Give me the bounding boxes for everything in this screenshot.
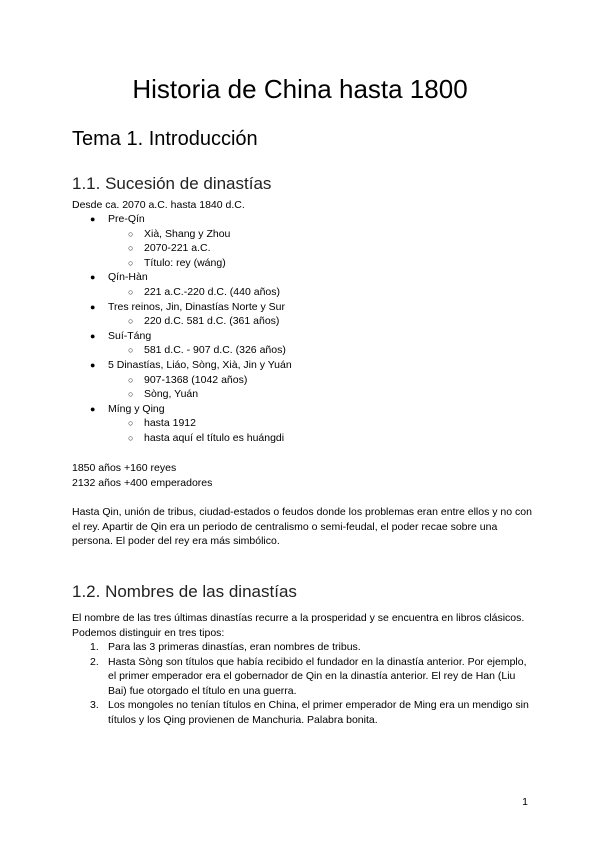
section-1-heading: 1.1. Sucesión de dinastías [72,174,272,193]
bullet-icon: ● [90,272,96,283]
bullet-icon: ● [90,403,96,414]
hollow-bullet-icon: ○ [128,432,134,443]
list-item: ○ Xià, Shang y Zhou [128,227,231,240]
list-item: ○ 907-1368 (1042 años) [128,373,248,386]
stat-line: 1850 años +160 reyes [72,462,177,474]
section-1-intro: Desde ca. 2070 a.C. hasta 1840 d.C. [72,199,245,211]
hollow-bullet-icon: ○ [128,228,134,239]
hollow-bullet-icon: ○ [128,418,134,429]
dynasty-list [72,212,532,446]
hollow-bullet-icon: ○ [128,316,134,327]
list-item: ○ 581 d.C. - 907 d.C. (326 años) [128,344,286,357]
hollow-bullet-icon: ○ [128,243,134,254]
list-item: ● Pre-Qín [90,213,145,225]
bullet-icon: ● [90,330,96,341]
list-item: 3. Los mongoles no tenían títulos en China, el primer emperador de Ming era un mendigo sin títulos y los Qing provienen de Manchuria. Palabra bonita. [90,699,529,726]
page-number: 1 [522,796,528,808]
section-2-heading: 1.2. Nombres de las dinastías [72,582,297,601]
list-item: ○ 220 d.C. 581 d.C. (361 años) [128,315,280,328]
hollow-bullet-icon: ○ [128,389,134,400]
list-item: ● Tres reinos, Jin, Dinastías Norte y Sur [90,300,286,313]
hollow-bullet-icon: ○ [128,257,134,268]
list-item: ○ 2070-221 a.C. [128,242,211,255]
list-item: ○ Título: rey (wáng) [128,256,226,269]
list-item: ○ Sòng, Yuán [128,388,199,401]
list-item: 2. Hasta Sòng son títulos que había recibido el fundador en la dinastía anterior. Por ejemplo, el primer emperador era el gobernador de Qin en la dinastía anterior. El rey de Han (Liu Bai) fue otorgado el título en una guerra. [90,655,527,697]
hollow-bullet-icon: ○ [128,374,134,385]
list-item: ● 5 Dinastías, Liáo, Sòng, Xià, Jin y Yuán [90,358,292,371]
bullet-icon: ● [90,214,96,224]
tema-heading: Tema 1. Introducción [72,128,258,150]
list-item: ○ hasta 1912 [128,417,196,430]
list-item: ● Suí-Táng [90,329,152,342]
bullet-icon: ● [90,359,96,370]
list-item: ○ hasta aquí el título es huángdi [128,431,285,444]
hollow-bullet-icon: ○ [128,345,134,356]
hollow-bullet-icon: ○ [128,286,134,297]
stat-line: 2132 años +400 emperadores [72,477,213,489]
section-2-intro: El nombre de las tres últimas dinastías recurre a la prosperidad y se encuentra en libros clásicos. Podemos distinguir en tres tipos: [72,612,525,639]
list-item: ● Qín-Hàn [90,271,148,284]
list-item: ○ 221 a.C.-220 d.C. (440 años) [128,285,280,298]
document-title: Historia de China hasta 1800 [132,74,468,104]
section-1-paragraph: Hasta Qin, unión de tribus, ciudad-estados o feudos donde los problemas eran entre ellos y no con el rey. Apartir de Qin era un periodo de centralismo o semi-feudal, el poder recae sobre una persona. El poder del rey era más simbólico. [72,506,532,548]
list-item: 1. Para las 3 primeras dinastías, eran nombres de tribus. [90,641,361,653]
list-item: ● Míng y Qing [90,402,165,415]
bullet-icon: ● [90,301,96,312]
dynasty-name-types-list [72,640,532,728]
